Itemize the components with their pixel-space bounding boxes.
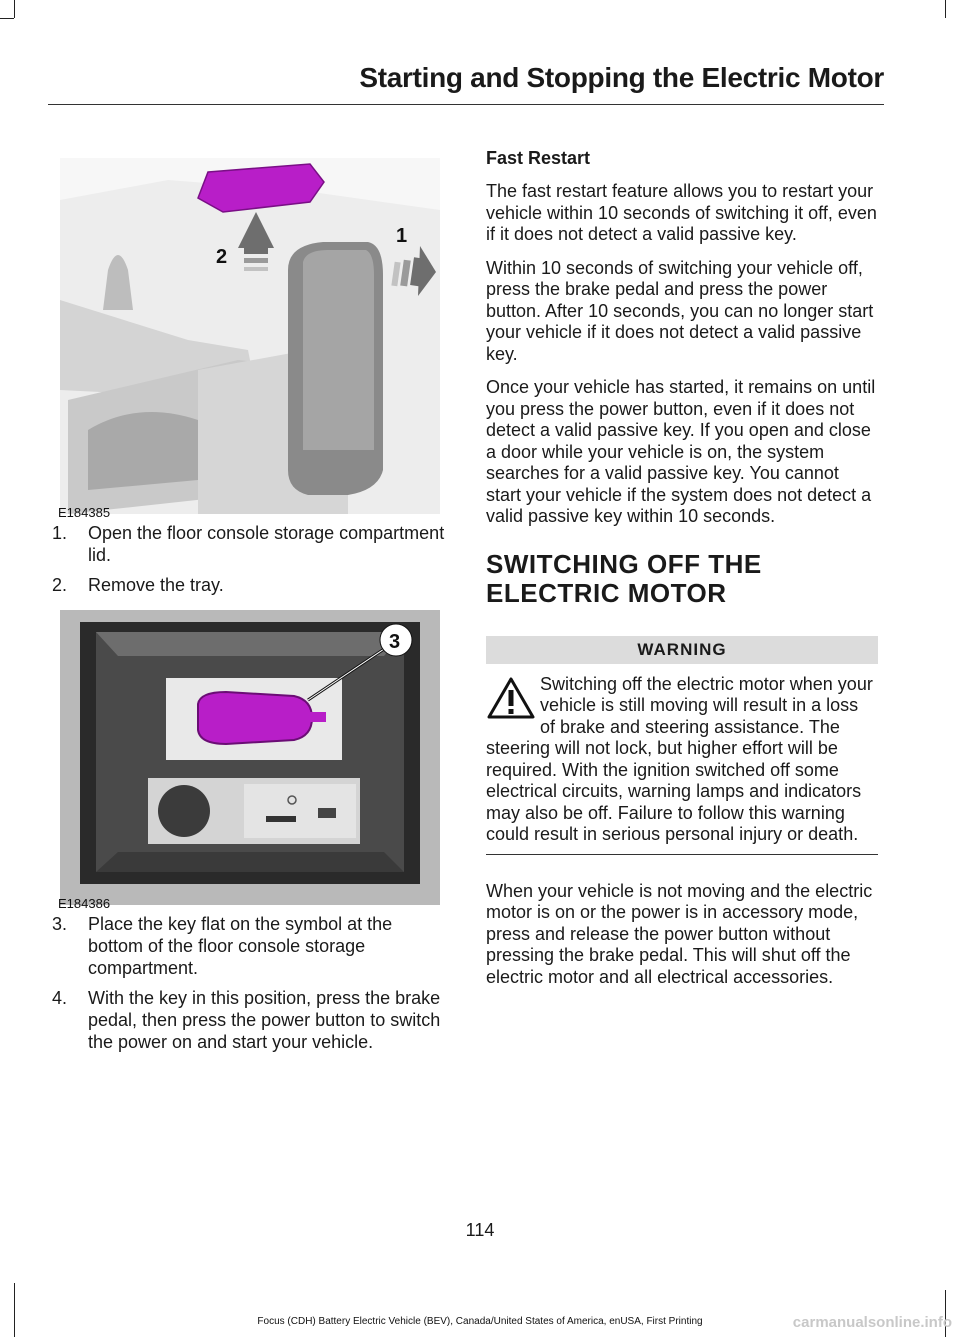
key-highlight: [198, 692, 312, 744]
step-text: Remove the tray.: [88, 575, 224, 595]
list-item: [48, 574, 448, 596]
figure-code: E184385: [58, 505, 111, 520]
paragraph: When your vehicle is not moving and the electric motor is on or the power is in accessory mode, press and release the power button without pressing the brake pedal. This will shut off the electric motor and all electrical accessories.: [486, 880, 873, 987]
right-column: [486, 148, 878, 1000]
warning-text: Switching off the electric motor when your vehicle is still moving will result in a loss of brake and steering assistance. The steering will not lock, but higher effort will be required. With the ignition switched off some electrical circuits, warning lamps and indicators may also be off. Failure to follow this warning could result in serious personal injury or death.: [486, 673, 873, 844]
paragraph: Within 10 seconds of switching your vehicle off, press the brake pedal and press the power button. After 10 seconds, you can no longer start your vehicle if it does not detect a valid passive key.: [486, 257, 874, 364]
warning-triangle-icon: [486, 676, 536, 720]
paragraph: The fast restart feature allows you to restart your vehicle within 10 seconds of switching it off, even if it does not detect a valid passive key.: [486, 181, 877, 244]
list-item: [48, 913, 448, 979]
armrest-illustration: [48, 150, 448, 522]
crop-mark: [0, 18, 14, 19]
section-heading: [486, 550, 878, 608]
step-text: Place the key flat on the symbol at the bottom of the floor console storage compartment.: [88, 914, 393, 978]
step-number: 4.: [52, 988, 68, 1008]
figure-code: E184386: [58, 896, 111, 911]
compartment-illustration: [48, 608, 448, 913]
warning-box: [486, 636, 878, 855]
steps-list-b: [48, 913, 448, 1053]
warning-rule: [486, 854, 878, 855]
warning-label: WARNING: [486, 636, 878, 664]
page-title: Starting and Stopping the Electric Motor: [359, 62, 884, 93]
paragraph: Once your vehicle has started, it remains on until you press the power button, even if it does not detect a valid passive key. If you open and close a door while your vehicle is on, the system searches for a valid passive key. You cannot start your vehicle if the system does not detect a valid passive key within 10 seconds.: [486, 377, 876, 526]
list-item: [48, 987, 448, 1053]
figure-key-compartment: [48, 608, 448, 913]
section-heading-line1: SWITCHING OFF THE: [486, 548, 762, 579]
step-number: 3.: [52, 914, 68, 934]
section-heading-line2: ELECTRIC MOTOR: [486, 577, 727, 608]
step-number: 1.: [52, 523, 68, 543]
step-text: With the key in this position, press the brake pedal, then press the power button to switch the power on and start your vehicle.: [88, 988, 441, 1052]
steps-list-a: [48, 522, 448, 596]
left-column: [48, 150, 448, 1061]
callout-1: 1: [396, 225, 408, 247]
warning-body: [486, 674, 878, 846]
figure-armrest: [48, 150, 448, 522]
footer-text: Focus (CDH) Battery Electric Vehicle (BEV), Canada/United States of America, enUSA, First Printing: [257, 1316, 703, 1327]
page-number: 114: [465, 1220, 495, 1240]
step-number: 2.: [52, 575, 68, 595]
watermark: carmanualsonline.info: [792, 1314, 952, 1331]
callout-2: 2: [216, 246, 228, 268]
fast-restart-heading: Fast Restart: [486, 148, 591, 168]
list-item: [48, 522, 448, 566]
callout-3: 3: [389, 631, 401, 653]
crop-mark: [14, 0, 15, 18]
crop-mark: [945, 0, 946, 18]
crop-mark: [14, 1283, 15, 1337]
title-rule: [48, 104, 884, 105]
step-text: Open the floor console storage compartment lid.: [88, 523, 445, 565]
